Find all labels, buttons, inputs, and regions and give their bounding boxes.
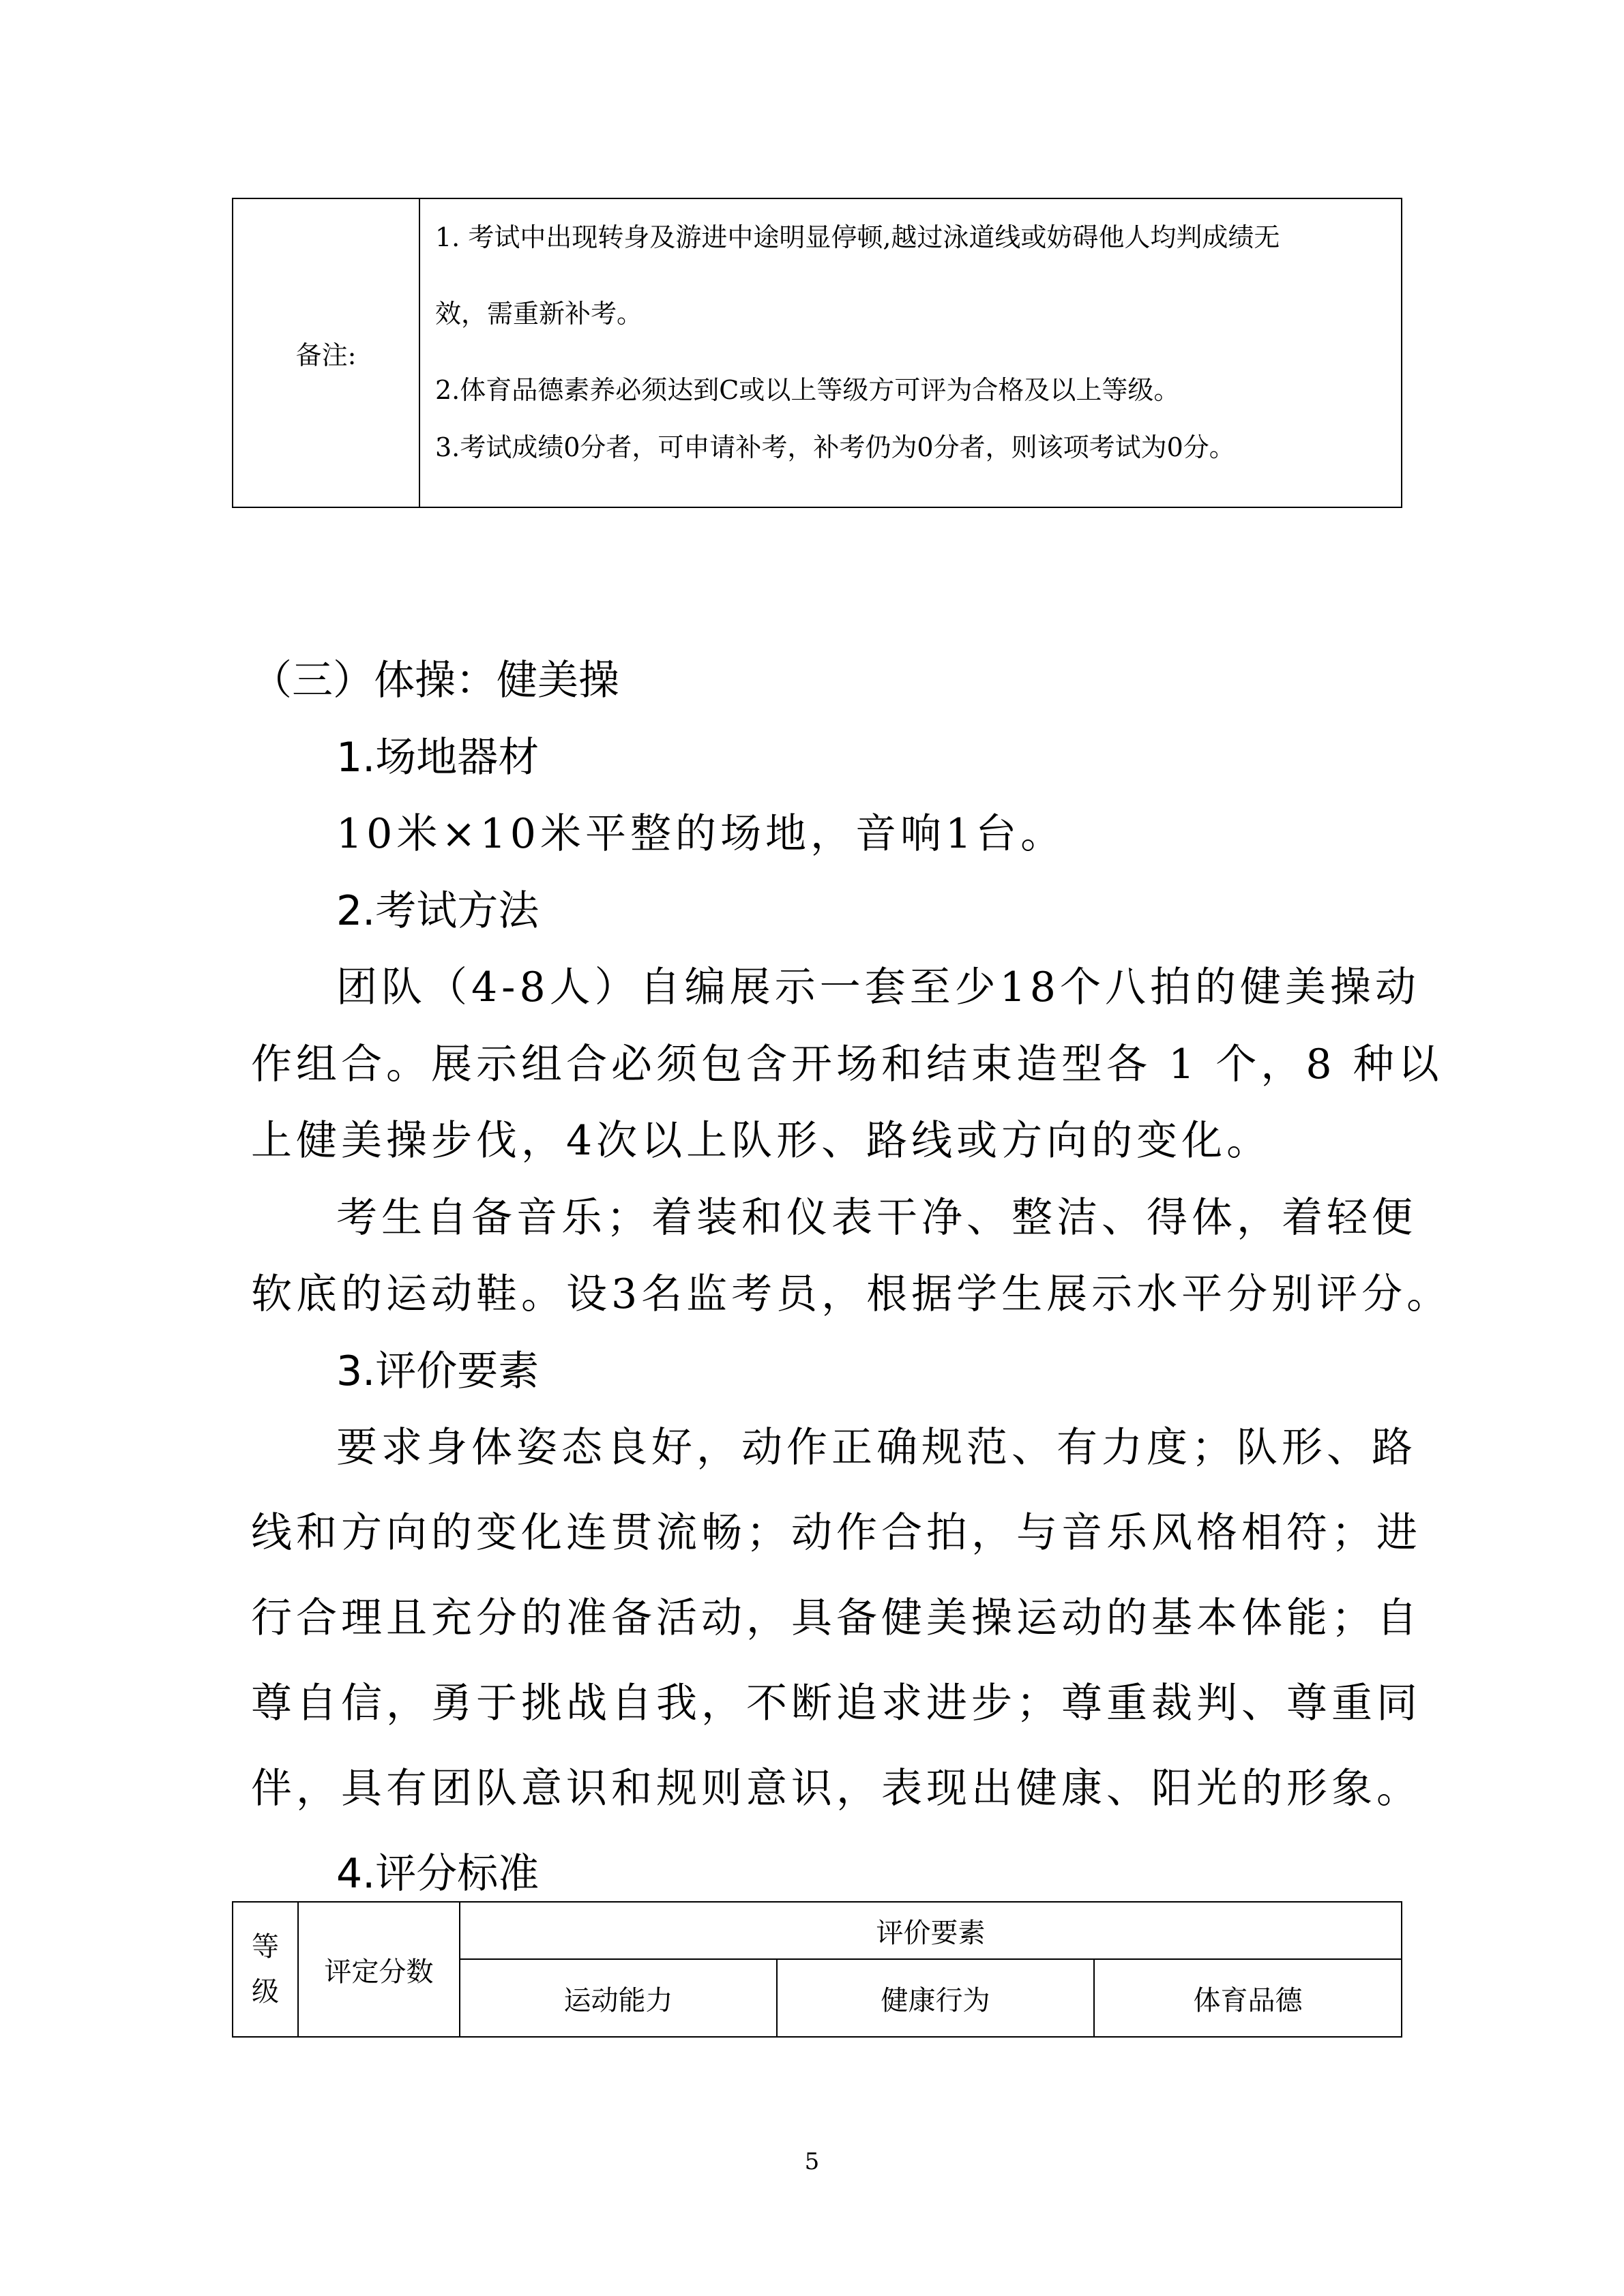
method-line-3: 上健美操步伐，4次以上队形、路线或方向的变化。 <box>251 1117 1272 1165</box>
remark-note-1: 1. 考试中出现转身及游进中途明显停顿,越过泳道线或妨碍他人均判成绩无 <box>435 222 1280 252</box>
header-score: 评定分数 <box>298 1902 460 2037</box>
sub-heading-evaluation: 3.评价要素 <box>336 1347 540 1395</box>
header-grade: 等级 <box>233 1902 298 2037</box>
remark-note-2: 2.体育品德素养必须达到C或以上等级方可评为合格及以上等级。 <box>435 375 1180 405</box>
method-line-1: 团队（4-8人）自编展示一套至少18个八拍的健美操动 <box>336 964 1420 1011</box>
evaluation-line-3: 行合理且充分的准备活动，具备健美操运动的基本体能；自 <box>251 1594 1421 1642</box>
method-line-5: 软底的运动鞋。设3名监考员，根据学生展示水平分别评分。 <box>251 1270 1452 1318</box>
remarks-label: 备注: <box>233 198 419 507</box>
header-motor-ability: 运动能力 <box>460 1959 777 2037</box>
evaluation-line-2: 线和方向的变化连贯流畅；动作合拍，与音乐风格相符；进 <box>251 1509 1421 1557</box>
sub-heading-venue: 1.场地器材 <box>336 734 540 781</box>
scoring-table <box>232 1901 1402 2038</box>
header-evaluation-elements: 评价要素 <box>460 1902 1402 1959</box>
remarks-table <box>232 198 1402 508</box>
section-title: （三）体操：健美操 <box>251 657 619 704</box>
sub-heading-scoring: 4.评分标准 <box>336 1850 540 1898</box>
evaluation-line-1: 要求身体姿态良好，动作正确规范、有力度；队形、路 <box>336 1424 1417 1472</box>
remark-note-3: 3.考试成绩0分者，可申请补考，补考仍为0分者，则该项考试为0分。 <box>435 432 1235 462</box>
sub-heading-method: 2.考试方法 <box>336 887 540 935</box>
page-number: 5 <box>804 2148 820 2175</box>
evaluation-line-4: 尊自信，勇于挑战自我，不断追求进步；尊重裁判、尊重同 <box>251 1680 1421 1727</box>
method-line-2: 作组合。展示组合必须包含开场和结束造型各 1 个，8 种以 <box>251 1041 1443 1088</box>
header-sports-ethics: 体育品德 <box>1094 1959 1402 2037</box>
remarks-content <box>419 198 1402 507</box>
venue-text: 10米×10米平整的场地，音响1台。 <box>336 810 1066 858</box>
header-health-behavior: 健康行为 <box>777 1959 1094 2037</box>
remark-note-1-cont: 效，需重新补考。 <box>435 299 643 329</box>
evaluation-line-5: 伴，具有团队意识和规则意识，表现出健康、阳光的形象。 <box>251 1765 1421 1813</box>
method-line-4: 考生自备音乐；着装和仪表干净、整洁、得体，着轻便 <box>336 1194 1417 1242</box>
